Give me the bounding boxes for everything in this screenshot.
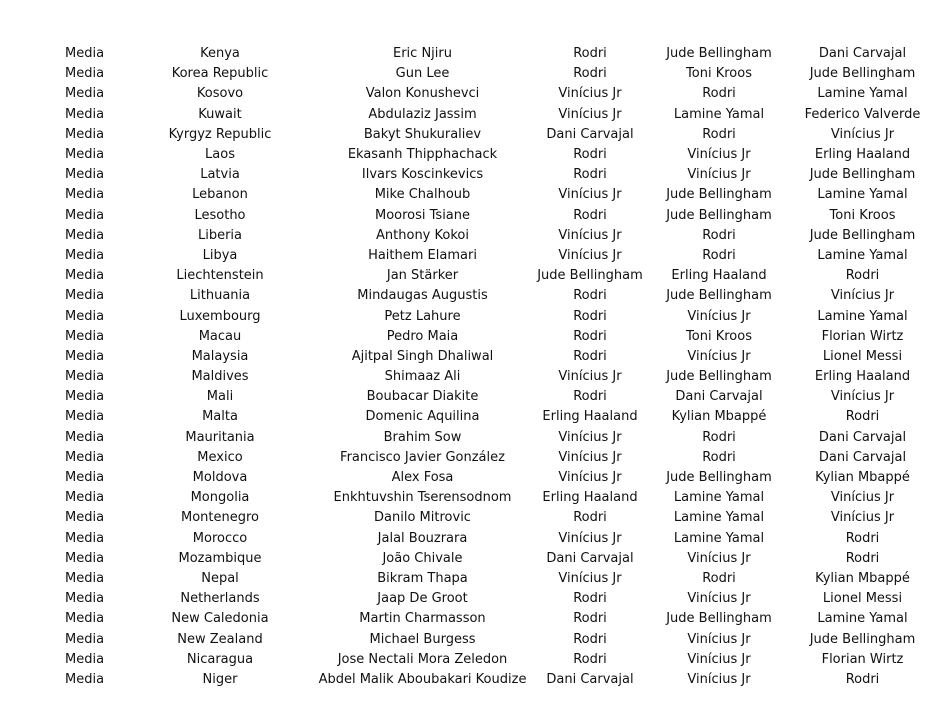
category-cell: Media: [65, 308, 105, 324]
third-choice-cell: Rodri: [845, 530, 880, 546]
voter-cell: Jalal Bouzrara: [377, 530, 468, 546]
second-choice-cell: Jude Bellingham: [666, 288, 772, 304]
third-choice-cell: Erling Haaland: [814, 147, 911, 163]
voter-cell: Boubacar Diakite: [366, 389, 479, 405]
category-cell: Media: [65, 187, 105, 203]
country-cell: Montenegro: [180, 510, 259, 526]
table-row: [0, 428, 932, 448]
category-cell: Media: [65, 631, 105, 647]
country-cell: Liechtenstein: [176, 268, 264, 284]
second-choice-cell: Erling Haaland: [671, 268, 767, 284]
voter-cell: Ekasanh Thipphachack: [347, 147, 498, 163]
country-cell: Lesotho: [194, 207, 246, 223]
second-choice-cell: Rodri: [702, 570, 736, 586]
voter-cell: Danilo Mitrovic: [374, 510, 471, 526]
category-cell: Media: [65, 591, 105, 607]
third-choice-cell: Dani Carvajal: [818, 449, 907, 465]
category-cell: Media: [65, 369, 105, 385]
category-cell: Media: [65, 147, 105, 163]
table-row: [0, 266, 932, 286]
first-choice-cell: Vinícius Jr: [558, 227, 622, 243]
first-choice-cell: Vinícius Jr: [558, 570, 622, 586]
category-cell: Media: [65, 611, 105, 627]
table-row: [0, 609, 932, 629]
voter-cell: Abdel Malik Aboubakari Koudize: [318, 671, 527, 687]
third-choice-cell: Dani Carvajal: [818, 429, 907, 445]
third-choice-cell: Vinícius Jr: [830, 389, 895, 405]
country-cell: Laos: [205, 147, 235, 163]
second-choice-cell: Vinícius Jr: [687, 167, 751, 183]
third-choice-cell: Florian Wirtz: [821, 328, 904, 344]
country-cell: Mali: [206, 389, 234, 405]
third-choice-cell: Jude Bellingham: [809, 66, 916, 82]
third-choice-cell: Kylian Mbappé: [815, 470, 910, 486]
table-row: [0, 226, 932, 246]
voter-cell: Ilvars Koscinkevics: [361, 167, 484, 183]
table-row: [0, 64, 932, 84]
table-row: [0, 589, 932, 609]
voter-cell: Jaap De Groot: [377, 591, 468, 607]
third-choice-cell: Lamine Yamal: [817, 308, 908, 324]
second-choice-cell: Jude Bellingham: [666, 611, 772, 627]
first-choice-cell: Vinícius Jr: [558, 530, 622, 546]
first-choice-cell: Rodri: [573, 147, 607, 163]
category-cell: Media: [65, 106, 105, 122]
second-choice-cell: Kylian Mbappé: [671, 409, 767, 425]
first-choice-cell: Dani Carvajal: [546, 671, 634, 687]
voter-cell: Shimaaz Ali: [384, 369, 461, 385]
third-choice-cell: Vinícius Jr: [830, 126, 895, 142]
third-choice-cell: Rodri: [845, 409, 880, 425]
category-cell: Media: [65, 268, 105, 284]
second-choice-cell: Vinícius Jr: [687, 631, 751, 647]
third-choice-cell: Jude Bellingham: [809, 227, 916, 243]
second-choice-cell: Rodri: [702, 126, 736, 142]
category-cell: Media: [65, 449, 105, 465]
second-choice-cell: Dani Carvajal: [675, 389, 763, 405]
category-cell: Media: [65, 207, 105, 223]
category-cell: Media: [65, 86, 105, 102]
table-row: [0, 468, 932, 488]
voter-cell: Bakyt Shukuraliev: [363, 126, 482, 142]
table-row: [0, 448, 932, 468]
category-cell: Media: [65, 490, 105, 506]
table-row: [0, 629, 932, 649]
second-choice-cell: Vinícius Jr: [687, 651, 751, 667]
first-choice-cell: Rodri: [573, 207, 607, 223]
third-choice-cell: Florian Wirtz: [821, 651, 904, 667]
country-cell: Liberia: [197, 227, 243, 243]
table-row: [0, 650, 932, 670]
category-cell: Media: [65, 510, 105, 526]
table-row: [0, 407, 932, 427]
voter-cell: Enkhtuvshin Tserensodnom: [333, 490, 512, 506]
third-choice-cell: Dani Carvajal: [818, 46, 907, 62]
first-choice-cell: Rodri: [573, 288, 607, 304]
second-choice-cell: Vinícius Jr: [687, 308, 751, 324]
category-cell: Media: [65, 651, 105, 667]
country-cell: Latvia: [200, 167, 240, 183]
first-choice-cell: Rodri: [573, 46, 607, 62]
first-choice-cell: Vinícius Jr: [558, 449, 622, 465]
first-choice-cell: Vinícius Jr: [558, 187, 622, 203]
votes-table: [0, 44, 932, 690]
second-choice-cell: Lamine Yamal: [673, 530, 765, 546]
country-cell: Mozambique: [178, 550, 262, 566]
table-row: [0, 125, 932, 145]
second-choice-cell: Jude Bellingham: [666, 46, 772, 62]
voter-cell: Mike Chalhoub: [374, 187, 471, 203]
first-choice-cell: Rodri: [573, 611, 607, 627]
category-cell: Media: [65, 530, 105, 546]
table-row: [0, 670, 932, 690]
country-cell: Mauritania: [185, 429, 255, 445]
first-choice-cell: Erling Haaland: [542, 409, 638, 425]
third-choice-cell: Vinícius Jr: [830, 288, 895, 304]
category-cell: Media: [65, 247, 105, 263]
second-choice-cell: Vinícius Jr: [687, 671, 751, 687]
first-choice-cell: Rodri: [573, 348, 607, 364]
table-row: [0, 306, 932, 326]
country-cell: New Zealand: [177, 631, 263, 647]
voter-cell: Jan Stärker: [386, 268, 459, 284]
third-choice-cell: Lionel Messi: [822, 348, 903, 364]
first-choice-cell: Jude Bellingham: [537, 268, 643, 284]
voter-cell: Alex Fosa: [391, 470, 454, 486]
voter-cell: Pedro Maia: [386, 328, 459, 344]
third-choice-cell: Lamine Yamal: [817, 86, 908, 102]
table-row: [0, 44, 932, 64]
second-choice-cell: Lamine Yamal: [673, 510, 765, 526]
voter-cell: Ajitpal Singh Dhaliwal: [351, 348, 494, 364]
third-choice-cell: Rodri: [845, 268, 880, 284]
category-cell: Media: [65, 227, 105, 243]
second-choice-cell: Rodri: [702, 227, 736, 243]
third-choice-cell: Erling Haaland: [814, 369, 911, 385]
category-cell: Media: [65, 671, 105, 687]
country-cell: Luxembourg: [179, 308, 261, 324]
country-cell: New Caledonia: [171, 611, 269, 627]
country-cell: Kyrgyz Republic: [168, 126, 272, 142]
second-choice-cell: Jude Bellingham: [666, 187, 772, 203]
country-cell: Mexico: [197, 449, 243, 465]
second-choice-cell: Vinícius Jr: [687, 550, 751, 566]
first-choice-cell: Rodri: [573, 389, 607, 405]
third-choice-cell: Jude Bellingham: [809, 631, 916, 647]
first-choice-cell: Rodri: [573, 66, 607, 82]
second-choice-cell: Toni Kroos: [686, 66, 752, 82]
first-choice-cell: Rodri: [573, 510, 607, 526]
first-choice-cell: Dani Carvajal: [546, 126, 634, 142]
second-choice-cell: Vinícius Jr: [687, 348, 751, 364]
country-cell: Moldova: [192, 470, 248, 486]
category-cell: Media: [65, 550, 105, 566]
country-cell: Nepal: [201, 570, 239, 586]
country-cell: Lebanon: [192, 187, 248, 203]
voter-cell: Bikram Thapa: [377, 570, 468, 586]
voter-cell: Gun Lee: [395, 66, 450, 82]
country-cell: Maldives: [191, 369, 249, 385]
category-cell: Media: [65, 348, 105, 364]
third-choice-cell: Federico Valverde: [804, 106, 921, 122]
country-cell: Netherlands: [180, 591, 260, 607]
second-choice-cell: Lamine Yamal: [673, 106, 765, 122]
second-choice-cell: Rodri: [702, 86, 736, 102]
country-cell: Lithuania: [189, 288, 251, 304]
third-choice-cell: Vinícius Jr: [830, 490, 895, 506]
voter-cell: Moorosi Tsiane: [374, 207, 471, 223]
country-cell: Kosovo: [196, 86, 244, 102]
table-row: [0, 347, 932, 367]
third-choice-cell: Jude Bellingham: [809, 167, 916, 183]
category-cell: Media: [65, 328, 105, 344]
first-choice-cell: Vinícius Jr: [558, 86, 622, 102]
voter-cell: Jose Nectali Mora Zeledon: [337, 651, 508, 667]
second-choice-cell: Rodri: [702, 429, 736, 445]
table-row: [0, 488, 932, 508]
category-cell: Media: [65, 409, 105, 425]
country-cell: Macau: [198, 328, 242, 344]
third-choice-cell: Rodri: [845, 550, 880, 566]
voter-cell: Michael Burgess: [369, 631, 476, 647]
category-cell: Media: [65, 288, 105, 304]
category-cell: Media: [65, 429, 105, 445]
votes-table-body: [0, 44, 932, 690]
third-choice-cell: Toni Kroos: [829, 207, 896, 223]
voter-cell: João Chivale: [382, 550, 463, 566]
second-choice-cell: Jude Bellingham: [666, 470, 772, 486]
third-choice-cell: Lamine Yamal: [817, 611, 908, 627]
first-choice-cell: Rodri: [573, 328, 607, 344]
second-choice-cell: Lamine Yamal: [673, 490, 765, 506]
category-cell: Media: [65, 470, 105, 486]
second-choice-cell: Rodri: [702, 449, 736, 465]
voter-cell: Valon Konushevci: [365, 86, 480, 102]
voter-cell: Brahim Sow: [383, 429, 462, 445]
voter-cell: Petz Lahure: [384, 308, 461, 324]
voter-cell: Francisco Javier González: [340, 449, 505, 465]
table-row: [0, 387, 932, 407]
third-choice-cell: Rodri: [845, 671, 880, 687]
table-row: [0, 105, 932, 125]
country-cell: Kenya: [200, 46, 240, 62]
voter-cell: Anthony Kokoi: [376, 227, 469, 243]
second-choice-cell: Jude Bellingham: [666, 207, 772, 223]
first-choice-cell: Rodri: [573, 591, 607, 607]
category-cell: Media: [65, 570, 105, 586]
table-row: [0, 529, 932, 549]
country-cell: Malaysia: [191, 348, 249, 364]
table-row: [0, 206, 932, 226]
first-choice-cell: Rodri: [573, 167, 607, 183]
country-cell: Niger: [202, 671, 238, 687]
voter-cell: Eric Njiru: [393, 46, 452, 62]
first-choice-cell: Vinícius Jr: [558, 106, 622, 122]
second-choice-cell: Toni Kroos: [686, 328, 752, 344]
voter-cell: Martin Charmasson: [359, 611, 486, 627]
second-choice-cell: Jude Bellingham: [666, 369, 772, 385]
first-choice-cell: Rodri: [573, 631, 607, 647]
country-cell: Mongolia: [190, 490, 250, 506]
first-choice-cell: Vinícius Jr: [558, 470, 622, 486]
first-choice-cell: Vinícius Jr: [558, 429, 622, 445]
category-cell: Media: [65, 66, 105, 82]
table-row: [0, 569, 932, 589]
third-choice-cell: Kylian Mbappé: [815, 570, 910, 586]
category-cell: Media: [65, 167, 105, 183]
voter-cell: Abdulaziz Jassim: [368, 106, 477, 122]
table-row: [0, 145, 932, 165]
category-cell: Media: [65, 46, 105, 62]
first-choice-cell: Vinícius Jr: [558, 369, 622, 385]
third-choice-cell: Lionel Messi: [822, 591, 903, 607]
voter-cell: Mindaugas Augustis: [357, 288, 488, 304]
table-row: [0, 508, 932, 528]
table-row: [0, 327, 932, 347]
category-cell: Media: [65, 126, 105, 142]
voter-cell: Haithem Elamari: [368, 247, 477, 263]
table-row: [0, 84, 932, 104]
table-row: [0, 367, 932, 387]
table-row: [0, 286, 932, 306]
third-choice-cell: Lamine Yamal: [817, 187, 908, 203]
table-row: [0, 549, 932, 569]
first-choice-cell: Rodri: [573, 308, 607, 324]
first-choice-cell: Erling Haaland: [542, 490, 638, 506]
table-row: [0, 165, 932, 185]
country-cell: Libya: [202, 247, 238, 263]
country-cell: Morocco: [192, 530, 248, 546]
first-choice-cell: Dani Carvajal: [546, 550, 634, 566]
second-choice-cell: Vinícius Jr: [687, 591, 751, 607]
table-row: [0, 185, 932, 205]
table-row: [0, 246, 932, 266]
first-choice-cell: Rodri: [573, 651, 607, 667]
second-choice-cell: Rodri: [702, 247, 736, 263]
country-cell: Nicaragua: [186, 651, 254, 667]
second-choice-cell: Vinícius Jr: [687, 147, 751, 163]
country-cell: Kuwait: [198, 106, 242, 122]
category-cell: Media: [65, 389, 105, 405]
third-choice-cell: Lamine Yamal: [817, 247, 908, 263]
country-cell: Malta: [202, 409, 238, 425]
first-choice-cell: Vinícius Jr: [558, 247, 622, 263]
third-choice-cell: Vinícius Jr: [830, 510, 895, 526]
country-cell: Korea Republic: [171, 66, 269, 82]
voter-cell: Domenic Aquilina: [365, 409, 480, 425]
